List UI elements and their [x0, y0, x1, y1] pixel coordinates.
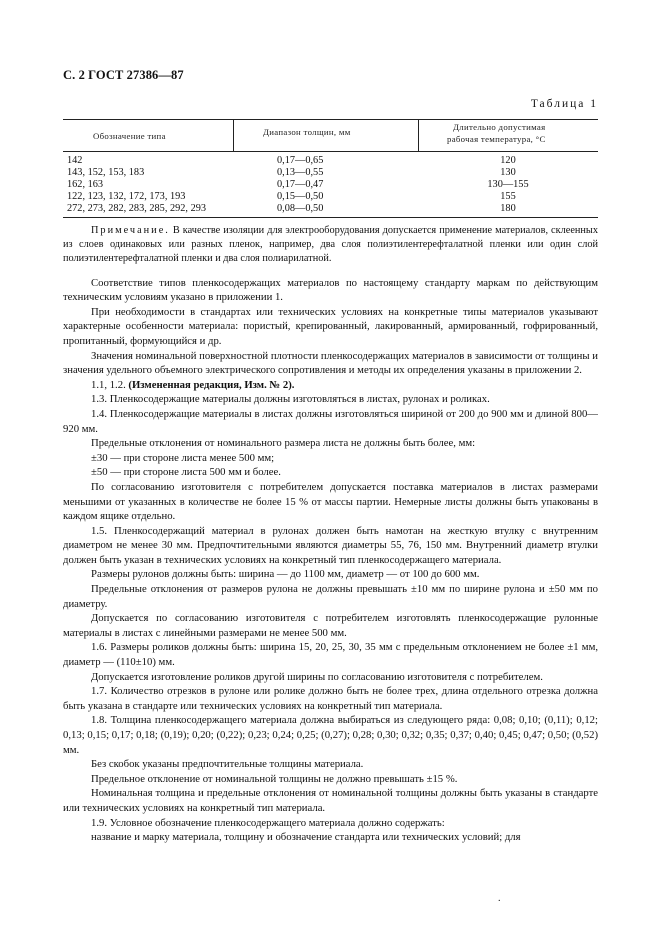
table-note — [63, 224, 598, 267]
table-header-thickness: Диапазон толщин, мм — [263, 127, 351, 137]
paragraph: Допускается по согласованию изготовителя с потребителем изготовлять пленкосодержащие рулонные материалы в листах с линейными размерами не менее 500 мм. — [63, 612, 598, 639]
table-header-type: Обозначение типа — [93, 131, 166, 141]
paragraph: ±30 — при стороне листа менее 500 мм; — [91, 451, 275, 464]
paragraph: Без скобок указаны предпочтительные толщины материала. — [91, 758, 364, 771]
type-cell: 122, 123, 132, 172, 173, 193 — [67, 191, 186, 202]
paragraph: По согласованию изготовителя с потребителем допускается поставка материалов в листах размерами меньшими от указанных в количестве не более 15 % от массы партии. Немерные листы должны быть упакованы в каждом ящике отдельно. — [63, 480, 598, 523]
temperature-cell: 130—155 — [487, 179, 529, 190]
table-header-temperature-line2: рабочая температура, °С — [447, 134, 546, 144]
thickness-cell: 0,15—0,50 — [277, 191, 324, 202]
paragraph: Значения номинальной поверхностной плотности пленкосодержащих материалов в зависимости от толщины и значения удельного объемного электрического сопротивления и методы их определения указаны в приложении 2. — [63, 349, 598, 377]
table-row — [63, 179, 598, 191]
type-cell: 162, 163 — [67, 179, 104, 190]
paragraph: название и марку материала, толщину и обозначение стандарта или технических условий; для — [91, 831, 521, 844]
type-cell: 142 — [67, 155, 83, 166]
note-label: Примечание. — [91, 225, 170, 236]
paragraph: Предельное отклонение от номинальной толщины не должно превышать ±15 %. — [91, 772, 458, 785]
thickness-cell: 0,17—0,47 — [277, 179, 324, 190]
paragraph: 1.4. Пленкосодержащие материалы в листах должны изготовляться шириной от 200 до 900 мм и длиной 800—920 мм. — [63, 407, 598, 435]
table-bottom-rule — [63, 217, 598, 218]
paragraph: 1.5. Пленкосодержащий материал в рулонах должен быть намотан на жесткую втулку с внутренним диаметром не менее 30 мм. Предпочтительными являются диаметры 55, 76, 150 мм. Внутренний диаметр втулки должен быть указан в технических условиях на конкретный тип пленкосодержащего материала. — [63, 524, 598, 566]
type-cell: 143, 152, 153, 183 — [67, 167, 145, 178]
paragraph: При необходимости в стандартах или технических условиях на конкретные типы материалов указывают характерные особенности материала: пористый, крепированный, лакированный, армированный, гофрированный, пропитанный, формующийся и др. — [63, 305, 598, 347]
temperature-cell: 180 — [500, 203, 516, 214]
table-row — [63, 167, 598, 179]
paragraph: ±50 — при стороне листа 500 мм и более. — [91, 466, 281, 479]
table-col-divider — [418, 119, 419, 151]
type-cell: 272, 273, 282, 283, 285, 292, 293 — [67, 203, 207, 214]
temperature-cell: 130 — [500, 167, 516, 178]
paragraph: Размеры рулонов должны быть: ширина — до 1100 мм, диаметр — от 100 до 600 мм. — [91, 568, 480, 581]
table-top-rule — [63, 119, 598, 120]
table-row — [63, 155, 598, 167]
table-header-temperature-line1: Длительно допустимая — [453, 122, 546, 132]
paragraph: Предельные отклонения от номинального размера листа не должны быть более, мм: — [91, 437, 476, 450]
table-label: Таблица 1 — [530, 98, 598, 110]
page-header: С. 2 ГОСТ 27386—87 — [63, 68, 184, 82]
paragraph: 1.3. Пленкосодержащие материалы должны изготовляться в листах, рулонах и роликах. — [91, 393, 490, 406]
paragraph: Допускается изготовление роликов другой ширины по согласованию изготовителя с потребителем. — [91, 670, 543, 683]
thickness-cell: 0,08—0,50 — [277, 203, 324, 214]
paragraph: 1.7. Количество отрезков в рулоне или ролике должно быть не более трех, длина отдельного отрезка должна быть указана в стандарте или технических условиях на конкретный тип материала. — [63, 685, 598, 712]
paragraph: 1.6. Размеры роликов должны быть: ширина 15, 20, 25, 30, 35 мм с предельным отклонением не более ±1 мм, диаметр — (110±10) мм. — [63, 641, 598, 669]
paragraph: 1.8. Толщина пленкосодержащего материала должна выбираться из следующего ряда: 0,08; 0,10; (0,11); 0,12; 0,13; 0,15; 0,17; 0,18; (0,19); 0,20; (0,22); 0,23; 0,24; 0,25; (0,27); 0,28; 0,30; 0,32; 0,35; 0,37; 0,40; 0,45; 0,47; 0,50; (0,52) мм. — [63, 714, 598, 756]
paragraph: Номинальная толщина и предельные отклонения от номинальной толщины должны быть указаны в стандарте или технических условиях на конкретный тип материала. — [63, 787, 598, 814]
table-header-rule — [63, 151, 598, 152]
table-col-divider — [233, 119, 234, 151]
page-mark: . — [498, 893, 501, 904]
paragraph — [63, 378, 598, 393]
paragraph: 1.9. Условное обозначение пленкосодержащего материала должно содержать: — [91, 816, 445, 829]
temperature-cell: 155 — [500, 191, 516, 202]
paragraph: Предельные отклонения от размеров рулона не должны превышать ±10 мм по ширине рулона и ±50 мм по диаметру. — [63, 583, 598, 610]
clause-number: 1.1, 1.2. — [91, 378, 129, 391]
temperature-cell: 120 — [500, 155, 516, 166]
note-text: В качестве изоляции для электрооборудования допускается применение материалов, склеенных из слоев одинаковых или разных пленок, например, два слоя полиэтилентерефталатной пленки или один слой полиэтилентерефталатной пленки и два слоя полиарилатной. — [63, 225, 598, 265]
thickness-cell: 0,17—0,65 — [277, 155, 324, 166]
body-text — [63, 224, 598, 845]
table-row — [63, 191, 598, 203]
table-row — [63, 203, 598, 215]
thickness-cell: 0,13—0,55 — [277, 167, 324, 178]
amendment-note: (Измененная редакция, Изм. № 2). — [128, 378, 295, 391]
paragraph: Соответствие типов пленкосодержащих материалов по настоящему стандарту маркам по действующим техническим условиям указано в приложении 1. — [63, 276, 598, 304]
